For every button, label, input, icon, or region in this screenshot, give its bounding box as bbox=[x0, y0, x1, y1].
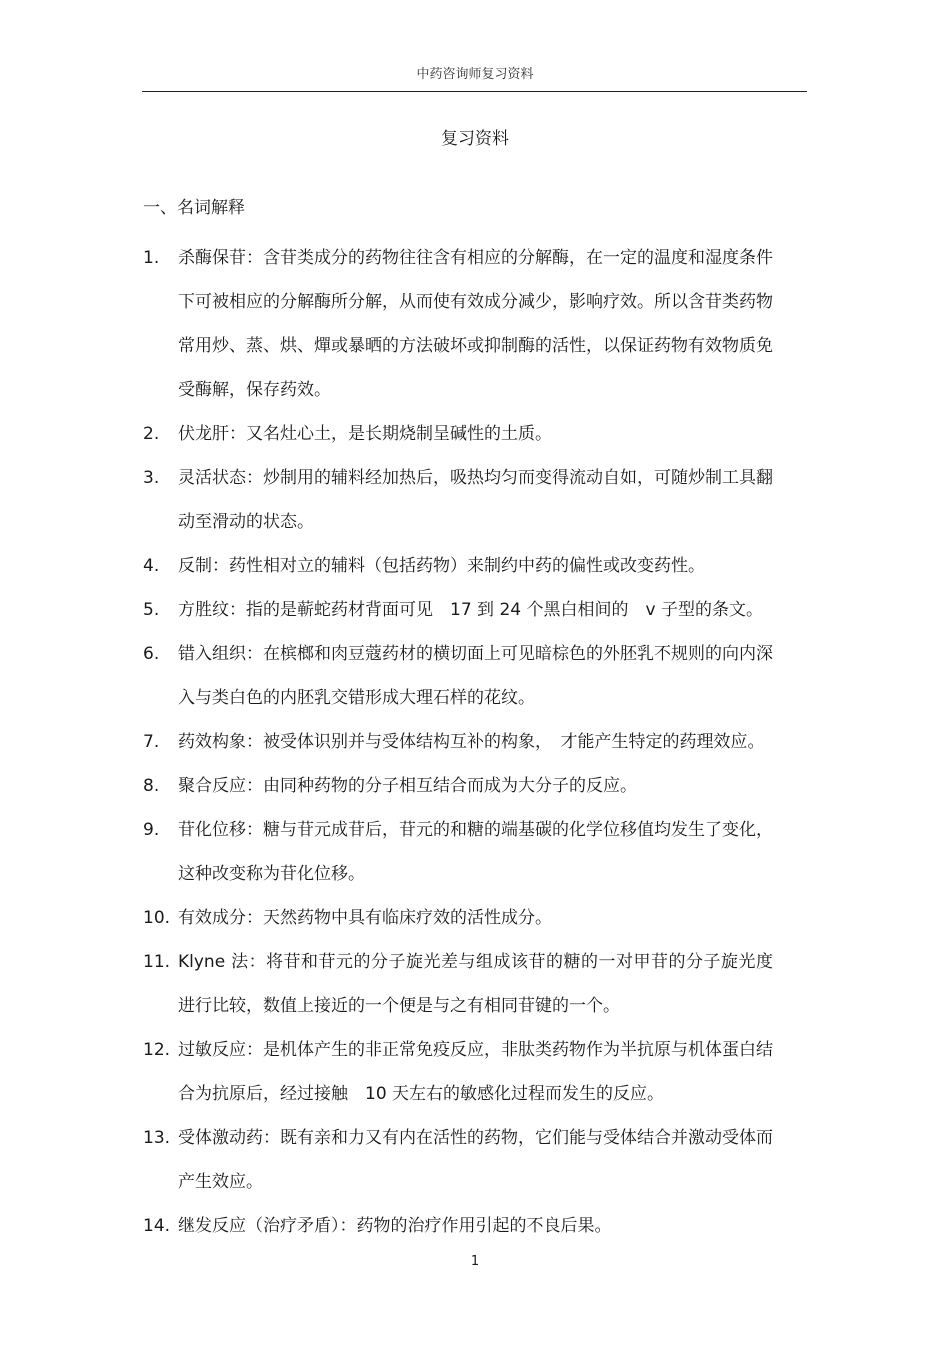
glossary-entry-8 bbox=[143, 764, 823, 808]
entry-text: 反制：药性相对立的辅料（包括药物）来制约中药的偏性或改变药性。 bbox=[178, 556, 705, 576]
glossary-entry-11 bbox=[143, 940, 823, 1028]
glossary-list bbox=[143, 236, 823, 1248]
entry-text: 继发反应（治疗矛盾）：药物的治疗作用引起的不良后果。 bbox=[178, 1216, 612, 1236]
entry-text: 杀酶保苷：含苷类成分的药物往往含有相应的分解酶，在一定的温度和湿度条件下可被相应的分解酶所分解，从而使有效成分减少，影响疗效。所以含苷类药物常用炒、蒸、烘、燀或暴晒的方法破坏或抑制酶的活性，以保证药物有效物质免受酶解，保存药效。 bbox=[178, 248, 773, 400]
entry-number: 3. bbox=[143, 468, 160, 488]
document-title: 复习资料 bbox=[441, 129, 509, 149]
entry-text: 灵活状态：炒制用的辅料经加热后，吸热均匀而变得流动自如，可随炒制工具翻动至滑动的状态。 bbox=[178, 468, 773, 532]
entry-number: 11. bbox=[143, 952, 171, 972]
entry-number: 2. bbox=[143, 424, 160, 444]
entry-number: 4. bbox=[143, 556, 160, 576]
glossary-entry-7 bbox=[143, 720, 823, 764]
entry-number: 14. bbox=[143, 1216, 171, 1236]
glossary-entry-2 bbox=[143, 412, 823, 456]
entry-number: 9. bbox=[143, 820, 160, 840]
glossary-entry-14 bbox=[143, 1204, 823, 1248]
entry-text: 方胜纹：指的是蕲蛇药材背面可见 17 到 24 个黑白相间的 v 子型的条文。 bbox=[178, 600, 763, 620]
glossary-entry-3 bbox=[143, 456, 823, 544]
page-number: 1 bbox=[470, 1254, 480, 1269]
glossary-entry-10 bbox=[143, 896, 823, 940]
entry-text: Klyne 法：将苷和苷元的分子旋光差与组成该苷的糖的一对甲苷的分子旋光度进行比较，数值上接近的一个便是与之有相同苷键的一个。 bbox=[178, 952, 773, 1016]
section-heading: 一、名词解释 bbox=[143, 198, 245, 218]
header-divider bbox=[142, 91, 807, 92]
entry-text: 受体激动药：既有亲和力又有内在活性的药物，它们能与受体结合并激动受体而产生效应。 bbox=[178, 1128, 773, 1192]
entry-text: 药效构象：被受体识别并与受体结构互补的构象， 才能产生特定的药理效应。 bbox=[178, 732, 765, 752]
glossary-entry-1 bbox=[143, 236, 823, 412]
entry-number: 12. bbox=[143, 1040, 171, 1060]
glossary-entry-12 bbox=[143, 1028, 823, 1116]
entry-text: 聚合反应：由同种药物的分子相互结合而成为大分子的反应。 bbox=[178, 776, 637, 796]
entry-text: 有效成分：天然药物中具有临床疗效的活性成分。 bbox=[178, 908, 552, 928]
entry-number: 13. bbox=[143, 1128, 171, 1148]
entry-number: 7. bbox=[143, 732, 160, 752]
glossary-entry-6 bbox=[143, 632, 823, 720]
glossary-entry-9 bbox=[143, 808, 823, 896]
entry-number: 6. bbox=[143, 644, 160, 664]
glossary-entry-13 bbox=[143, 1116, 823, 1204]
entry-number: 1. bbox=[143, 248, 160, 268]
glossary-entry-5 bbox=[143, 588, 823, 632]
entry-text: 伏龙肝：又名灶心土，是长期烧制呈碱性的土质。 bbox=[178, 424, 552, 444]
running-header: 中药咨询师复习资料 bbox=[416, 67, 534, 82]
entry-text: 错入组织：在槟榔和肉豆蔻药材的横切面上可见暗棕色的外胚乳不规则的向内深入与类白色的内胚乳交错形成大理石样的花纹。 bbox=[178, 644, 773, 708]
entry-text: 过敏反应：是机体产生的非正常免疫反应，非肽类药物作为半抗原与机体蛋白结合为抗原后，经过接触 10 天左右的敏感化过程而发生的反应。 bbox=[178, 1040, 773, 1104]
entry-text: 苷化位移：糖与苷元成苷后，苷元的和糖的端基碳的化学位移值均发生了变化，这种改变称为苷化位移。 bbox=[178, 820, 773, 884]
entry-number: 10. bbox=[143, 908, 171, 928]
entry-number: 5. bbox=[143, 600, 160, 620]
entry-number: 8. bbox=[143, 776, 160, 796]
glossary-entry-4 bbox=[143, 544, 823, 588]
